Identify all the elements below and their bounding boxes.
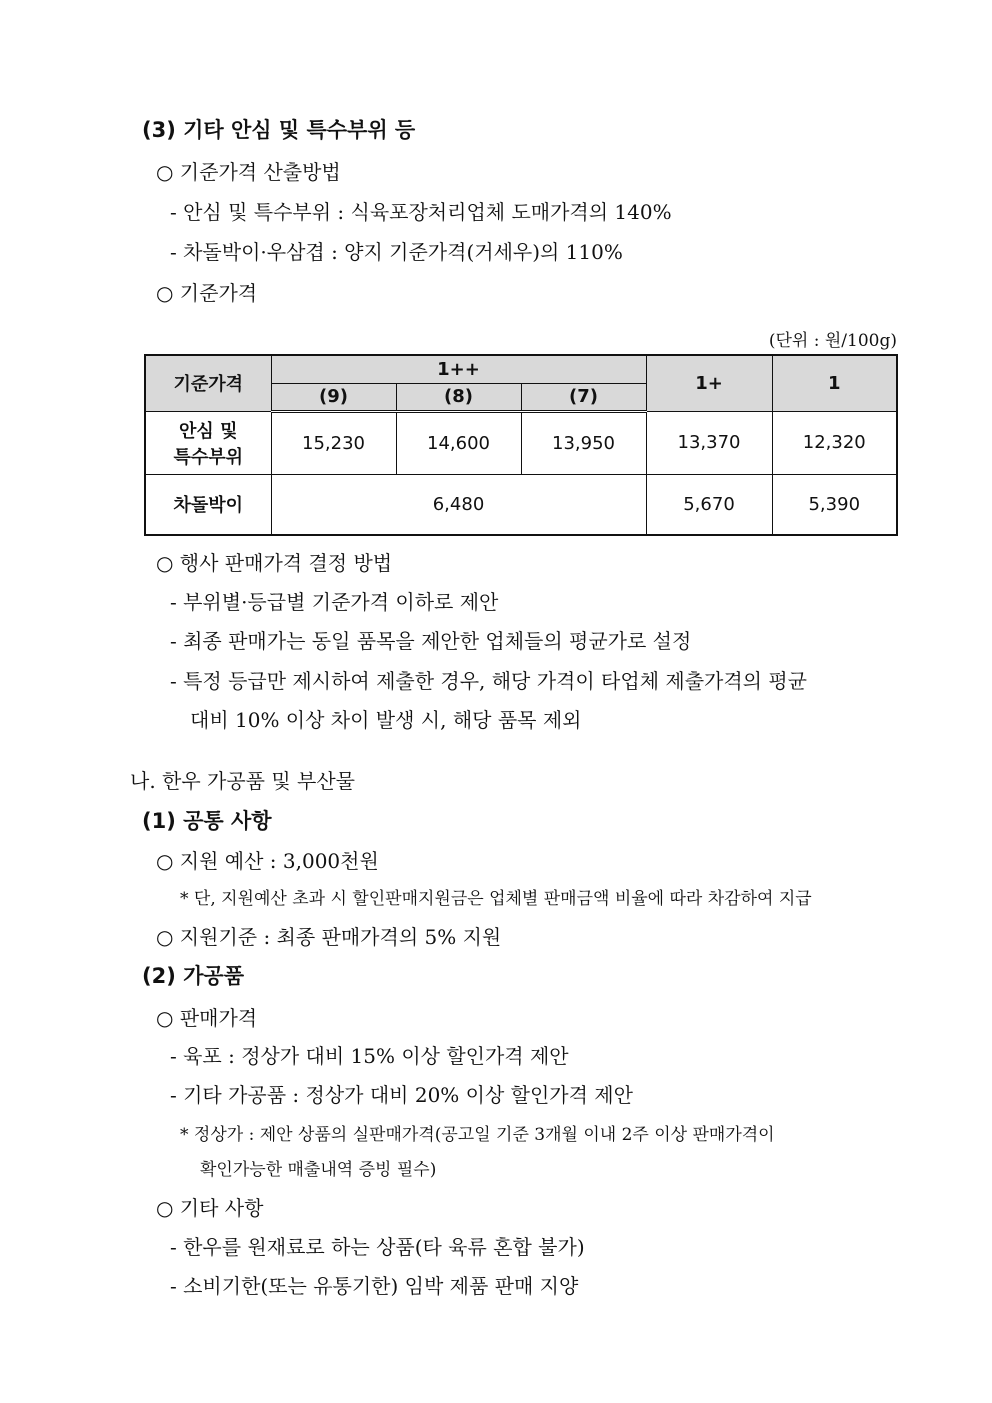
grade-7-header: (7): [521, 383, 646, 411]
table-row: [145, 474, 897, 535]
method-item: - 차돌박이·우삼겹 : 양지 기준가격(거세우)의 110%: [170, 240, 623, 264]
section-b-heading: 나. 한우 가공품 및 부산물: [130, 769, 355, 793]
grade-8-header: (8): [396, 383, 521, 411]
event-title: ○ 행사 판매가격 결정 방법: [156, 551, 393, 575]
grade-1-header: 1: [772, 355, 897, 411]
row-label-line: 안심 및: [179, 420, 238, 442]
price-table: [144, 354, 898, 536]
method-item: - 안심 및 특수부위 : 식육포장처리업체 도매가격의 140%: [170, 200, 672, 224]
sale-item: - 육포 : 정상가 대비 15% 이상 할인가격 제안: [170, 1044, 569, 1068]
section-heading: (3) 기타 안심 및 특수부위 등: [142, 118, 416, 142]
grade-1pp-header: 1++: [271, 355, 646, 383]
grade-1p-header: 1+: [646, 355, 772, 411]
processed-heading: (2) 가공품: [142, 964, 244, 988]
row-label: [145, 411, 271, 474]
table-cell: 15,230: [271, 411, 396, 474]
regular-price-note: * 정상가 : 제안 상품의 실판매가격(공고일 기준 3개월 이내 2주 이상 판매가격이: [180, 1125, 775, 1145]
table-cell: 12,320: [772, 411, 897, 474]
table-cell: 14,600: [396, 411, 521, 474]
other-item: - 한우를 원재료로 하는 상품(타 육류 혼합 불가): [170, 1235, 585, 1259]
common-heading: (1) 공통 사항: [142, 809, 272, 833]
row-label-line: 특수부위: [173, 446, 244, 468]
method-title: ○ 기준가격 산출방법: [156, 160, 341, 184]
grade-9-header: (9): [271, 383, 396, 411]
table-cell: 5,390: [772, 474, 897, 535]
price-title: ○ 기준가격: [156, 281, 258, 305]
budget-note: * 단, 지원예산 초과 시 할인판매지원금은 업체별 판매금액 비율에 따라 차감하여 지급: [180, 889, 812, 909]
table-cell: 13,370: [646, 411, 772, 474]
budget-line: ○ 지원 예산 : 3,000천원: [156, 849, 379, 873]
unit-label: (단위 : 원/100g): [768, 331, 897, 351]
event-item: - 부위별·등급별 기준가격 이하로 제안: [170, 590, 499, 614]
row-label: 차돌박이: [145, 474, 271, 535]
table-cell-merged: 6,480: [271, 474, 646, 535]
event-item: - 특정 등급만 제시하여 제출한 경우, 해당 가격이 타업체 제출가격의 평균: [170, 669, 807, 693]
other-item: - 소비기한(또는 유통기한) 임박 제품 판매 지양: [170, 1274, 579, 1298]
regular-price-note-cont: 확인가능한 매출내역 증빙 필수): [200, 1160, 437, 1180]
event-item: - 최종 판매가는 동일 품목을 제안한 업체들의 평균가로 설정: [170, 629, 692, 653]
criteria-line: ○ 지원기준 : 최종 판매가격의 5% 지원: [156, 925, 502, 949]
sale-price-title: ○ 판매가격: [156, 1006, 258, 1030]
other-title: ○ 기타 사항: [156, 1196, 264, 1220]
table-cell: 5,670: [646, 474, 772, 535]
table-cell: 13,950: [521, 411, 646, 474]
sale-item: - 기타 가공품 : 정상가 대비 20% 이상 할인가격 제안: [170, 1083, 633, 1107]
table-corner: 기준가격: [145, 355, 271, 411]
table-row: [145, 411, 897, 474]
event-item-cont: 대비 10% 이상 차이 발생 시, 해당 품목 제외: [190, 708, 582, 732]
